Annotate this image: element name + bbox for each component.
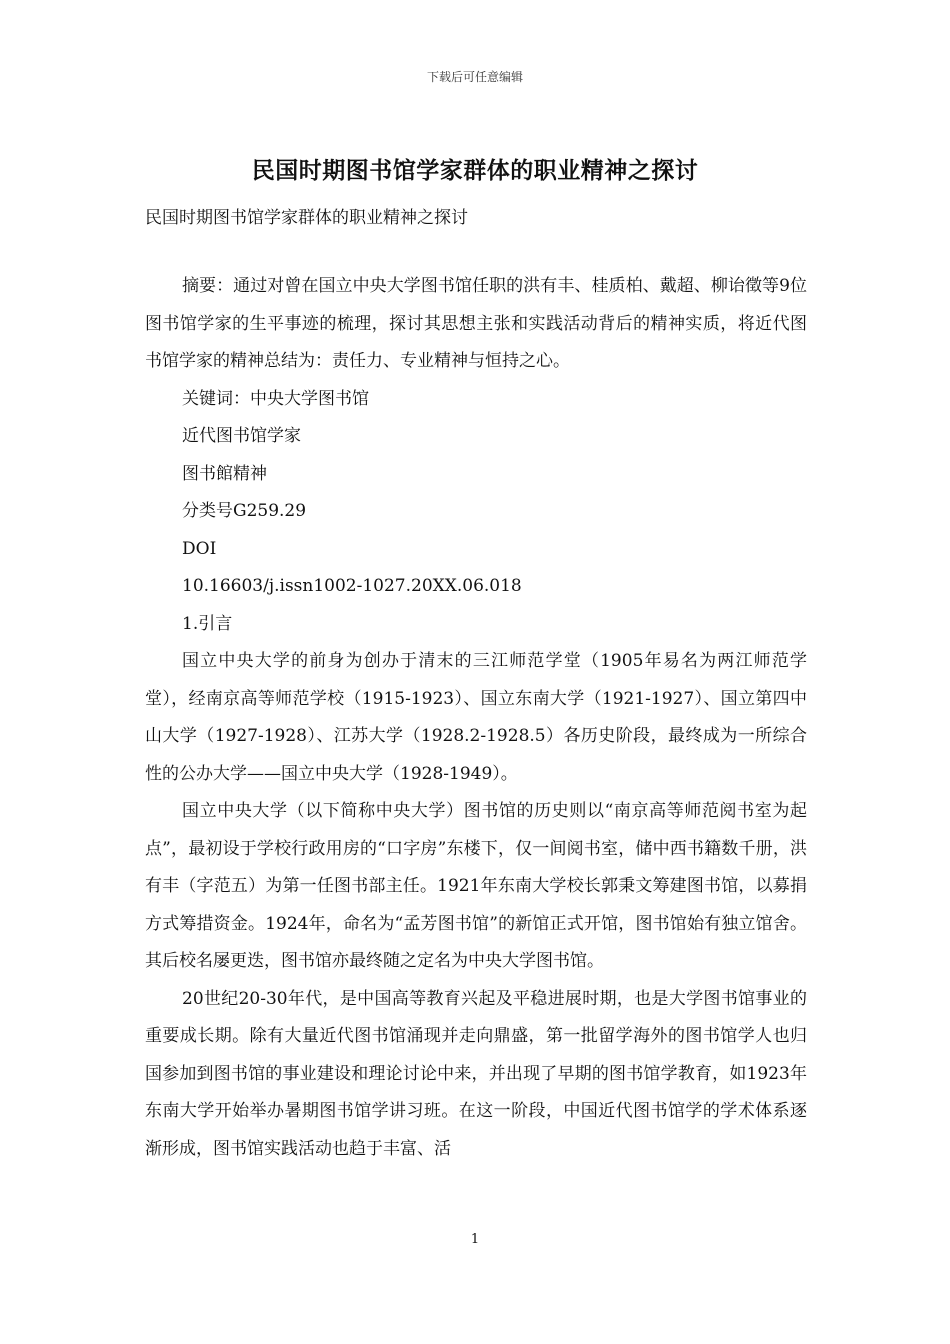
- body-paragraph: 20世纪20-30年代，是中国高等教育兴起及平稳进展时期，也是大学图书馆事业的重要成长期。除有大量近代图书馆涌现并走向鼎盛，第一批留学海外的图书馆学人也归国参加到图书馆的事业建设和理论讨论中来，并出现了早期的图书馆学教育，如1923年东南大学开始举办暑期图书馆学讲习班。在这一阶段，中国近代图书馆学的学术体系逐渐形成，图书馆实践活动也趋于丰富、活: [145, 988, 807, 1159]
- page-number: 1: [470, 1232, 480, 1247]
- keyword-item: 图书館精神: [182, 463, 267, 484]
- body-paragraph: 国立中央大学的前身为创办于清末的三江师范学堂（1905年易名为两江师范学堂），经南京高等师范学校（1915-1923）、国立东南大学（1921-1927）、国立第四中山大学（1927-1928）、江苏大学（1928.2-1928.5）各历史阶段，最终成为一所综合性的公办大学——国立中央大学（1928-1949）。: [145, 651, 807, 784]
- document-title: 民国时期图书馆学家群体的职业精神之探讨: [251, 157, 699, 184]
- classification-number: 分类号G259.29: [182, 501, 307, 521]
- doi-label: DOI: [182, 538, 217, 559]
- doi-value: 10.16603/j.issn1002-1027.20XX.06.018: [182, 576, 522, 596]
- document-body: [145, 268, 807, 1168]
- keyword-item: 近代图书馆学家: [182, 426, 301, 446]
- section-heading: 1.引言: [182, 613, 233, 634]
- keywords-line: 关键词：中央大学图书馆: [182, 388, 369, 409]
- body-paragraph: 国立中央大学（以下简称中央大学）图书馆的历史则以“南京高等师范阅书室为起点”，最初设于学校行政用房的“口字房”东楼下，仅一间阅书室，储中西书籍数千册，洪有丰（字范五）为第一任图书部主任。1921年东南大学校长郭秉文筹建图书馆，以募捐方式筹措资金。1924年，命名为“孟芳图书馆”的新馆正式开馆，图书馆始有独立馆舍。其后校名屡更迭，图书馆亦最终随之定名为中央大学图书馆。: [145, 801, 807, 971]
- abstract-paragraph: 摘要：通过对曾在国立中央大学图书馆任职的洪有丰、桂质柏、戴超、柳诒徵等9位图书馆学家的生平事迹的梳理，探讨其思想主张和实践活动背后的精神实质，将近代图书馆学家的精神总结为：责任力、专业精神与恒持之心。: [145, 276, 807, 371]
- page-header: 下载后可任意编辑: [426, 70, 523, 84]
- document-subtitle: 民国时期图书馆学家群体的职业精神之探讨: [145, 208, 468, 228]
